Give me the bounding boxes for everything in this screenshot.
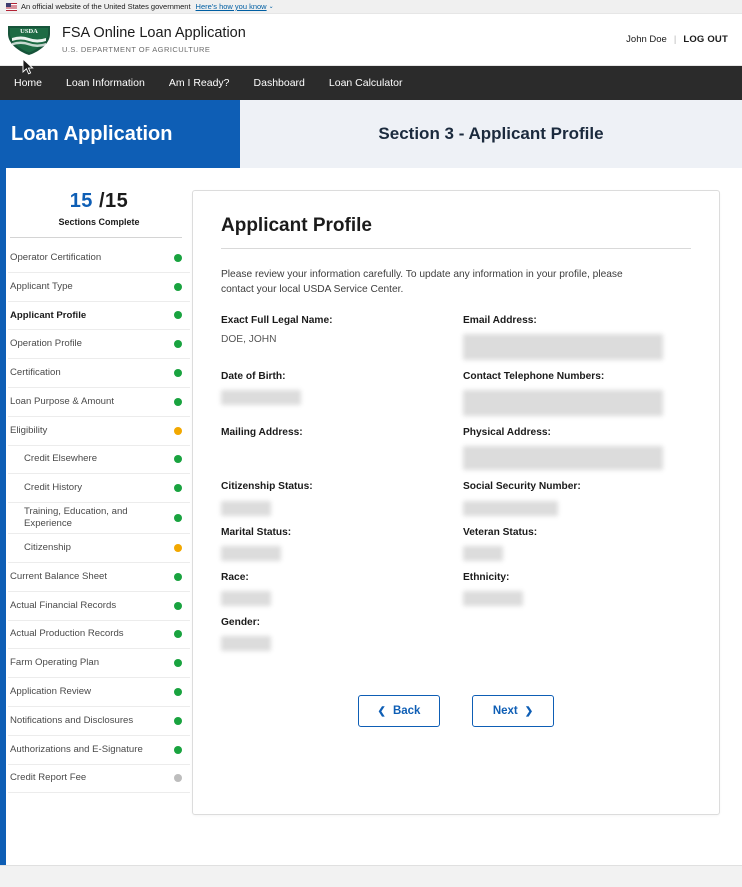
sidebar-item-label: Credit Report Fee	[10, 772, 87, 784]
redacted-value	[221, 546, 281, 561]
sidebar-item-label: Actual Financial Records	[10, 599, 117, 611]
app-title: FSA Online Loan Application	[62, 24, 246, 41]
field-label: Race:	[221, 571, 249, 583]
sidebar-item-actual-financial-records[interactable]	[8, 592, 190, 621]
sidebar-item-actual-production-records[interactable]	[8, 621, 190, 650]
field-mailing-address	[221, 426, 449, 470]
nav-item-am-i-ready[interactable]: Am I Ready?	[168, 77, 230, 89]
main-navigation	[0, 66, 742, 100]
field-label: Gender:	[221, 617, 261, 629]
content-area	[0, 168, 742, 815]
field-ethnicity	[463, 571, 691, 606]
status-dot-green	[174, 455, 182, 463]
gov-banner	[0, 0, 742, 14]
chevron-right-icon: ❯	[524, 705, 534, 717]
back-button[interactable]	[358, 695, 440, 727]
sidebar-item-eligibility[interactable]	[8, 417, 190, 446]
usda-logo[interactable]	[6, 23, 52, 57]
redacted-value	[463, 591, 523, 606]
hero-section-title: Section 3 - Applicant Profile	[240, 100, 742, 168]
sidebar-item-label: Credit Elsewhere	[24, 453, 98, 465]
status-dot-green	[174, 688, 182, 696]
status-dot-green	[174, 717, 182, 725]
chevron-down-icon[interactable]: ⌄	[268, 4, 274, 10]
field-label: Veteran Status:	[463, 526, 538, 538]
sidebar-item-label: Eligibility	[10, 424, 48, 436]
status-dot-green	[174, 484, 182, 492]
field-label: Contact Telephone Numbers:	[463, 370, 605, 382]
footer-strip	[0, 865, 742, 887]
sidebar-item-credit-elsewhere[interactable]	[8, 446, 190, 475]
sidebar-item-label: Notifications and Disclosures	[10, 714, 134, 726]
left-blue-rail	[0, 104, 6, 887]
sidebar-item-loan-purpose-amount[interactable]	[8, 388, 190, 417]
nav-item-dashboard[interactable]: Dashboard	[253, 77, 305, 89]
redacted-value	[463, 334, 663, 360]
status-dot-green	[174, 514, 182, 522]
status-dot-green	[174, 659, 182, 667]
status-dot-green	[174, 254, 182, 262]
sidebar-divider	[10, 237, 182, 238]
back-button-label: Back	[392, 705, 421, 718]
how-you-know-link[interactable]: Here's how you know	[195, 2, 267, 11]
field-label: Date of Birth:	[221, 370, 286, 382]
field-label: Citizenship Status:	[221, 481, 313, 493]
sidebar-item-application-review[interactable]	[8, 678, 190, 707]
app-subtitle: U.S. DEPARTMENT OF AGRICULTURE	[62, 45, 211, 55]
profile-fields-grid	[221, 314, 691, 662]
field-value	[221, 446, 449, 459]
status-dot-green	[174, 746, 182, 754]
chevron-left-icon: ❮	[377, 705, 386, 717]
sidebar-item-label: Current Balance Sheet	[10, 570, 108, 582]
sidebar-item-label: Authorizations and E-Signature	[10, 743, 143, 755]
redacted-value	[221, 636, 271, 651]
field-race	[221, 571, 449, 606]
field-citizenship-status	[221, 480, 449, 515]
status-dot-green	[174, 369, 182, 377]
sidebar	[0, 190, 190, 815]
sidebar-item-label: Farm Operating Plan	[10, 657, 100, 669]
sidebar-item-farm-operating-plan[interactable]	[8, 649, 190, 678]
status-dot-green	[174, 311, 182, 319]
field-label: Email Address:	[463, 314, 537, 326]
sidebar-item-label: Operation Profile	[10, 338, 82, 350]
sidebar-item-label: Citizenship	[24, 542, 71, 554]
main-panel	[190, 190, 742, 815]
user-name: John Doe	[626, 34, 667, 45]
field-label: Ethnicity:	[463, 571, 510, 583]
sidebar-item-label: Loan Purpose & Amount	[10, 395, 115, 407]
field-spacer	[463, 616, 691, 651]
sidebar-item-label: Applicant Profile	[10, 309, 87, 321]
svg-text:USDA: USDA	[20, 27, 38, 35]
field-contact-telephone-numbers	[463, 370, 691, 416]
sidebar-item-applicant-type[interactable]	[8, 273, 190, 302]
field-label: Mailing Address:	[221, 427, 303, 439]
sections-complete-current: 15	[69, 190, 93, 212]
field-value: DOE, JOHN	[221, 333, 277, 345]
field-gender	[221, 616, 449, 651]
intro-text: Please review your information carefully. To update any information in your profile, please contact your local USDA Service Center.	[221, 269, 623, 296]
field-veteran-status	[463, 526, 691, 561]
nav-item-loan-calculator[interactable]: Loan Calculator	[328, 77, 403, 89]
redacted-value	[463, 501, 558, 516]
sidebar-item-label: Applicant Type	[10, 280, 73, 292]
sections-complete-count	[8, 190, 190, 213]
sidebar-item-authorizations-esignature[interactable]	[8, 736, 190, 765]
sidebar-item-label: Operator Certification	[10, 251, 102, 263]
sidebar-item-notifications-disclosures[interactable]	[8, 707, 190, 736]
sidebar-item-credit-history[interactable]	[8, 474, 190, 503]
status-dot-grey	[174, 774, 182, 782]
sidebar-item-citizenship[interactable]	[8, 534, 190, 563]
sidebar-item-label: Application Review	[10, 686, 92, 698]
nav-item-home[interactable]: Home	[14, 77, 43, 89]
sidebar-item-label: Actual Production Records	[10, 628, 124, 640]
status-dot-green	[174, 398, 182, 406]
field-exact-full-legal-name	[221, 314, 449, 360]
hero-app-label: Loan Application	[0, 100, 240, 168]
status-dot-amber	[174, 427, 182, 435]
sidebar-item-applicant-profile[interactable]	[8, 302, 190, 331]
field-label: Physical Address:	[463, 427, 551, 439]
page-title: Applicant Profile	[221, 215, 691, 249]
sidebar-item-label: Certification	[10, 367, 61, 379]
section-hero	[0, 100, 742, 168]
status-dot-green	[174, 340, 182, 348]
field-email-address	[463, 314, 691, 360]
sidebar-item-operator-certification[interactable]	[8, 244, 190, 273]
next-button-label: Next	[492, 705, 518, 718]
redacted-value	[463, 446, 663, 470]
sections-complete-label: Sections Complete	[58, 217, 140, 227]
next-button[interactable]	[472, 695, 554, 727]
us-flag-icon	[6, 3, 17, 11]
sidebar-item-label: Training, Education, and Experience	[24, 506, 128, 530]
sidebar-item-training-education-experience[interactable]	[8, 503, 190, 534]
field-label: Marital Status:	[221, 526, 292, 538]
sidebar-section-list	[8, 244, 190, 793]
sidebar-item-credit-report-fee[interactable]	[8, 765, 190, 794]
status-dot-amber	[174, 544, 182, 552]
site-header	[0, 14, 742, 66]
sections-complete-total: /15	[99, 190, 129, 212]
sidebar-item-certification[interactable]	[8, 359, 190, 388]
nav-item-loan-information[interactable]: Loan Information	[66, 77, 145, 89]
header-user-area	[626, 34, 728, 45]
redacted-value	[221, 501, 271, 516]
navigation-buttons	[221, 695, 691, 727]
redacted-value	[463, 546, 503, 561]
header-title-block	[62, 25, 246, 55]
field-social-security-number	[463, 480, 691, 515]
status-dot-green	[174, 602, 182, 610]
redacted-value	[221, 591, 271, 606]
field-label: Exact Full Legal Name:	[221, 314, 333, 326]
logout-button[interactable]: LOG OUT	[683, 34, 728, 45]
field-physical-address	[463, 426, 691, 470]
sidebar-item-current-balance-sheet[interactable]	[8, 563, 190, 592]
sidebar-item-label: Credit History	[24, 482, 83, 494]
status-dot-green	[174, 283, 182, 291]
header-divider: |	[673, 34, 677, 45]
redacted-value	[221, 390, 301, 405]
field-date-of-birth	[221, 370, 449, 416]
status-dot-green	[174, 630, 182, 638]
sidebar-item-operation-profile[interactable]	[8, 330, 190, 359]
applicant-profile-card	[192, 190, 720, 815]
gov-banner-text: An official website of the United States government	[21, 2, 191, 11]
field-marital-status	[221, 526, 449, 561]
redacted-value	[463, 390, 663, 416]
field-label: Social Security Number:	[463, 481, 581, 493]
status-dot-green	[174, 573, 182, 581]
